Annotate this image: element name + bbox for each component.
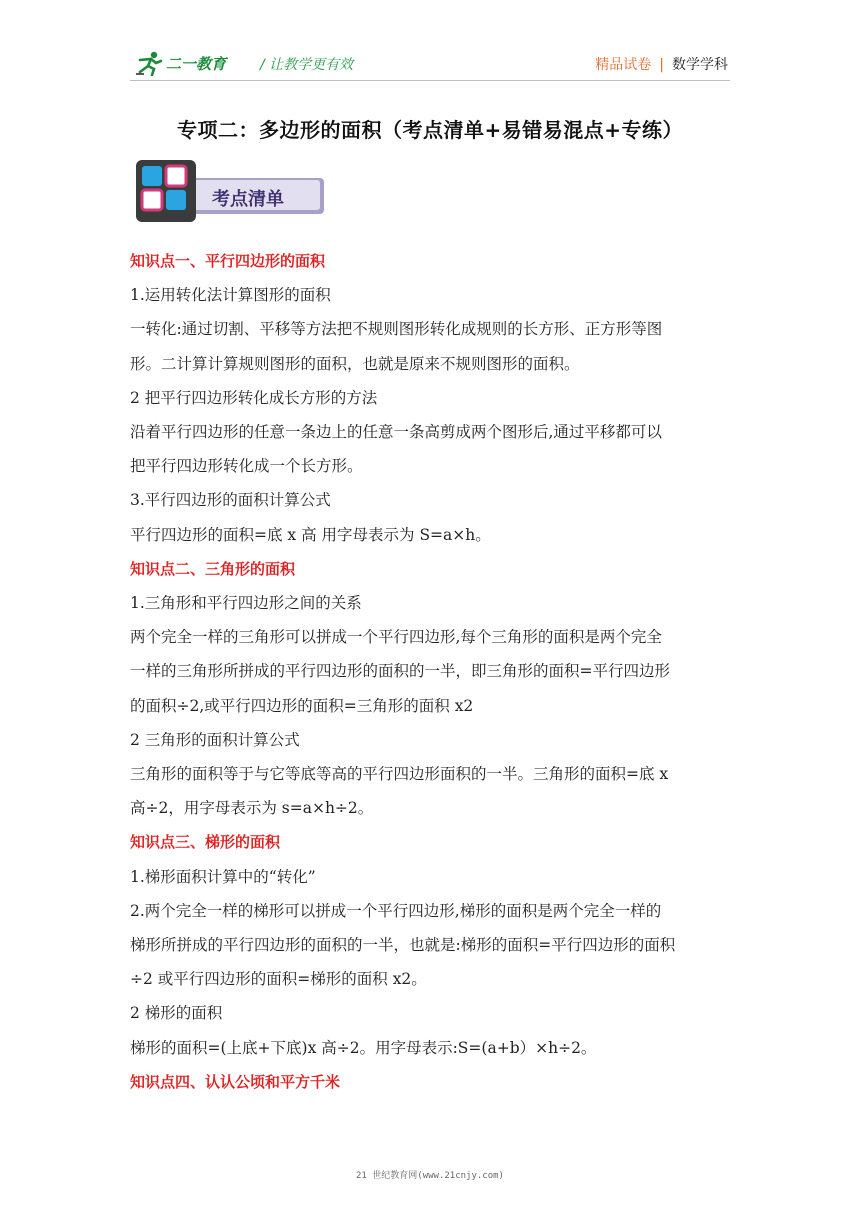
- paragraph-line: 三角形的面积等于与它等底等高的平行四边形面积的一半。三角形的面积=底 x: [130, 765, 669, 784]
- section-badge: [136, 160, 326, 224]
- paragraph-line: 一转化:通过切割、平移等方法把不规则图形转化成规则的长方形、正方形等图: [130, 320, 663, 339]
- page-footer: 21 世纪教育网(www.21cnjy.com): [356, 1171, 504, 1181]
- paragraph-line: 形。二计算计算规则图形的面积，也就是原来不规则图形的面积。: [130, 354, 580, 373]
- header-label-subject: 数学学科: [672, 57, 728, 73]
- section-heading: 知识点三、梯形的面积: [130, 833, 281, 852]
- paragraph-line: 梯形的面积=(上底+下底)x 高÷2。用字母表示:S=(a+b）×h÷2。: [130, 1038, 597, 1057]
- paragraph-line: 平行四边形的面积=底 x 高 用字母表示为 S=a×h。: [130, 525, 491, 544]
- paragraph-line: 3.平行四边形的面积计算公式: [130, 491, 331, 510]
- paragraph-line: 2 三角形的面积计算公式: [130, 730, 300, 749]
- header-label-quality: 精品试卷: [595, 57, 652, 73]
- header-divider: [130, 80, 730, 81]
- paragraph-line: 高÷2，用字母表示为 s=a×h÷2。: [130, 799, 374, 818]
- slogan: / 让教学更有效: [260, 57, 354, 73]
- section-heading: 知识点四、认认公顷和平方千米: [130, 1072, 341, 1091]
- paragraph-line: 2 梯形的面积: [130, 1004, 223, 1023]
- header-subject: [595, 54, 728, 74]
- section-heading: 知识点二、三角形的面积: [130, 559, 296, 578]
- paragraph-line: 两个完全一样的三角形可以拼成一个平行四边形,每个三角形的面积是两个完全: [130, 628, 662, 647]
- paragraph-line: 2.两个完全一样的梯形可以拼成一个平行四边形,梯形的面积是两个完全一样的: [130, 901, 662, 920]
- paragraph-line: 2 把平行四边形转化成长方形的方法: [130, 388, 378, 407]
- header-separator: |: [659, 57, 664, 73]
- paragraph-line: 一样的三角形所拼成的平行四边形的面积的一半，即三角形的面积=平行四边形: [130, 662, 670, 681]
- runner-logo-icon: [134, 50, 164, 76]
- logo-text: 二一教育: [166, 54, 227, 73]
- content-body: [130, 244, 734, 1099]
- section-badge-label: 考点清单: [212, 189, 284, 210]
- logo: [134, 50, 226, 76]
- section-heading: 知识点一、平行四边形的面积: [130, 252, 326, 270]
- page-title: 专项二：多边形的面积（考点清单+易错易混点+专练）: [176, 118, 683, 142]
- paragraph-line: 1.运用转化法计算图形的面积: [130, 286, 331, 305]
- page-header: [130, 46, 730, 86]
- paragraph-line: 的面积÷2,或平行四边形的面积=三角形的面积 x2: [130, 696, 474, 715]
- paragraph-line: ÷2 或平行四边形的面积=梯形的面积 x2。: [130, 970, 427, 989]
- paragraph-line: 沿着平行四边形的任意一条边上的任意一条高剪成两个图形后,通过平移都可以: [130, 423, 662, 442]
- paragraph-line: 把平行四边形转化成一个长方形。: [130, 457, 363, 476]
- paragraph-line: 1.三角形和平行四边形之间的关系: [130, 594, 362, 613]
- paragraph-line: 1.梯形面积计算中的“转化”: [130, 867, 316, 886]
- paragraph-line: 梯形所拼成的平行四边形的面积的一半，也就是:梯形的面积=平行四边形的面积: [130, 936, 676, 955]
